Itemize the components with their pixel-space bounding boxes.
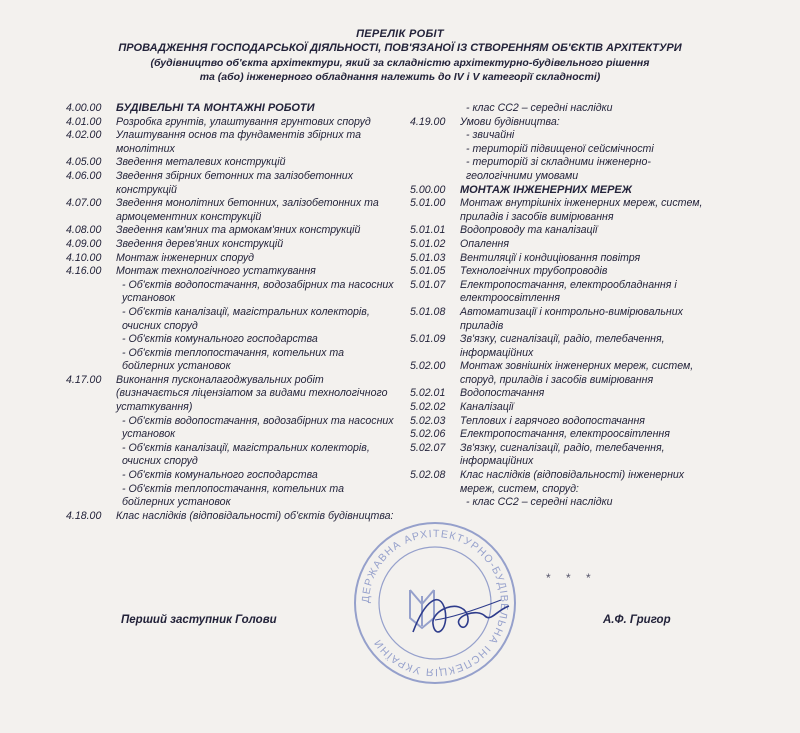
- list-item: [66, 252, 396, 266]
- item-code: 5.01.00: [410, 197, 446, 210]
- item-text: - Об'єктів водопостачання, водозабірних та насосних установок: [122, 278, 394, 305]
- item-code: 4.06.00: [66, 169, 102, 182]
- list-item: [66, 374, 396, 415]
- list-item: [66, 279, 396, 306]
- item-text: - Об'єктів комунального господарства: [122, 469, 318, 482]
- item-text: Водопроводу та каналізації: [460, 224, 598, 237]
- item-code: 5.02.01: [410, 387, 446, 400]
- item-code: 5.02.07: [410, 441, 446, 454]
- item-text: - звичайні: [466, 129, 515, 142]
- handwritten-signature: [405, 580, 515, 650]
- item-text: Зв'язку, сигналізації, радіо, телебачення, інформаційних: [460, 333, 665, 359]
- list-item: [410, 265, 710, 279]
- document-header: [0, 27, 800, 84]
- list-item: [66, 224, 396, 238]
- item-text: - клас СС2 – середні наслідки: [466, 102, 613, 114]
- item-code: 5.00.00: [410, 183, 446, 196]
- list-item: [66, 116, 396, 130]
- list-item: [66, 156, 396, 170]
- list-item: [410, 143, 710, 157]
- item-code: [410, 129, 460, 143]
- item-text: Технологічних трубопроводів: [460, 265, 608, 278]
- list-item: [410, 279, 710, 306]
- list-item: [410, 156, 710, 183]
- list-item: [410, 469, 710, 496]
- document-note-line-2: та (або) інженерного обладнання належить до IV і V категорії складності): [199, 71, 601, 83]
- list-item: [410, 401, 710, 415]
- item-text: Теплових і гарячого водопостачання: [460, 414, 645, 427]
- item-code: 4.16.00: [66, 265, 102, 278]
- item-code: 4.18.00: [66, 509, 102, 522]
- item-code: 5.02.02: [410, 401, 446, 414]
- item-code: 5.02.08: [410, 469, 446, 482]
- item-code: [66, 279, 116, 306]
- item-code: 5.02.06: [410, 428, 446, 441]
- list-item: [66, 469, 396, 483]
- list-item: [66, 483, 396, 510]
- list-item: [410, 306, 710, 333]
- item-code: [410, 156, 460, 183]
- list-item: [410, 333, 710, 360]
- item-text: Улаштування основ та фундаментів збірних та монолітних: [116, 129, 362, 155]
- item-code: 4.00.00: [66, 102, 102, 114]
- item-text: БУДІВЕЛЬНІ ТА МОНТАЖНІ РОБОТИ: [116, 102, 315, 114]
- list-item: [410, 428, 710, 442]
- list-item: [66, 170, 396, 197]
- item-code: [66, 469, 116, 483]
- list-item: [66, 333, 396, 347]
- item-code: 5.01.02: [410, 237, 446, 250]
- list-item: [66, 510, 396, 524]
- item-code: 4.05.00: [66, 156, 102, 169]
- list-item: [410, 360, 710, 387]
- item-code: 4.07.00: [66, 197, 102, 210]
- item-code: [66, 442, 116, 469]
- item-code: 5.01.03: [410, 251, 446, 264]
- item-text: - територій підвищеної сейсмічності: [466, 142, 654, 155]
- item-code: 4.01.00: [66, 115, 102, 128]
- list-item: [410, 442, 710, 469]
- document-title: ПЕРЕЛІК РОБІТ: [356, 28, 444, 40]
- item-code: 5.02.00: [410, 360, 446, 373]
- item-text: - Об'єктів теплопостачання, котельних та бойлерних установок: [122, 482, 344, 509]
- list-item: [410, 116, 710, 130]
- list-item: [66, 415, 396, 442]
- separator-stars: * * *: [546, 571, 597, 585]
- item-text: Монтаж технологічного устаткування: [116, 265, 316, 278]
- item-text: Зведення кам'яних та армокам'яних конструкцій: [116, 224, 361, 237]
- item-text: Автоматизації і контрольно-вимірювальних приладів: [460, 305, 683, 332]
- item-text: Зведення збірних бетонних та залізобетонних конструкцій: [116, 169, 353, 196]
- list-item: [410, 129, 710, 143]
- item-code: [66, 333, 116, 347]
- item-code: 5.01.01: [410, 224, 446, 237]
- list-item: [410, 197, 710, 224]
- item-code: 5.01.08: [410, 305, 446, 318]
- item-text: - Об'єктів каналізації, магістральних колекторів, очисних споруд: [122, 305, 370, 332]
- list-item: [66, 102, 396, 116]
- item-text: Умови будівництва:: [460, 115, 560, 128]
- list-item: [66, 347, 396, 374]
- item-code: 4.08.00: [66, 224, 102, 237]
- item-text: - клас СС2 – середні наслідки: [466, 496, 613, 509]
- list-item: [66, 197, 396, 224]
- list-item: [410, 238, 710, 252]
- item-code: 4.19.00: [410, 115, 446, 128]
- item-text: Електропостачання, електроосвітлення: [460, 428, 670, 441]
- list-item: [410, 252, 710, 266]
- item-text: Зведення дерев'яних конструкцій: [116, 237, 284, 250]
- item-text: Зведення монолітних бетонних, залізобетонних та армоцементних конструкцій: [116, 197, 379, 223]
- item-text: - Об'єктів водопостачання, водозабірних та насосних установок: [122, 414, 394, 441]
- item-text: Зведення металевих конструкцій: [116, 156, 286, 169]
- list-item: [66, 265, 396, 279]
- item-text: Розробка грунтів, улаштування грунтових споруд: [116, 115, 371, 128]
- item-code: 5.01.09: [410, 333, 446, 346]
- item-text: Монтаж інженерних споруд: [116, 251, 255, 264]
- list-item: [66, 306, 396, 333]
- right-column: [410, 102, 710, 510]
- item-text: - Об'єктів теплопостачання, котельних та бойлерних установок: [122, 346, 344, 373]
- list-item: [410, 415, 710, 429]
- list-item: [410, 224, 710, 238]
- item-text: - Об'єктів каналізації, магістральних колекторів, очисних споруд: [122, 441, 370, 468]
- item-code: [410, 102, 460, 116]
- item-text: Виконання пусконалагоджувальних робіт (визначається ліцензіатом за видами технологічного устаткування): [116, 373, 388, 414]
- item-code: [66, 483, 116, 510]
- item-code: [410, 496, 460, 510]
- item-text: МОНТАЖ ІНЖЕНЕРНИХ МЕРЕЖ: [460, 183, 632, 196]
- item-code: [410, 143, 460, 157]
- signatory-name: А.Ф. Григор: [603, 614, 671, 626]
- item-text: Водопостачання: [460, 387, 545, 400]
- list-item: [66, 442, 396, 469]
- stamp-ring-text: ДЕРЖАВНА АРХІТЕКТУРНО-БУДІВЕЛЬНА ІНСПЕКЦІЯ УКРАЇНИ: [359, 527, 511, 679]
- item-code: 5.02.03: [410, 414, 446, 427]
- item-text: Електропостачання, електрообладнання і електроосвітлення: [460, 278, 677, 305]
- item-text: Зв'язку, сигналізації, радіо, телебачення, інформаційних: [460, 441, 665, 468]
- item-code: 4.02.00: [66, 129, 102, 142]
- item-text: Монтаж внутрішніх інженерних мереж, систем, приладів і засобів вимірювання: [460, 197, 703, 223]
- item-text: Опалення: [460, 237, 510, 250]
- item-text: Вентиляції і кондиціювання повітря: [460, 251, 641, 264]
- item-text: Клас наслідків (відповідальності) інженерних мереж, систем, споруд:: [460, 469, 685, 495]
- left-column: [66, 102, 396, 523]
- list-item: [66, 238, 396, 252]
- item-text: Каналізації: [460, 401, 514, 414]
- list-item: [410, 102, 710, 116]
- item-text: Монтаж зовнішніх інженерних мереж, систем, споруд, приладів і засобів вимірювання: [460, 360, 694, 386]
- item-text: Клас наслідків (відповідальності) об'єктів будівництва:: [116, 509, 394, 522]
- item-code: [66, 347, 116, 374]
- item-text: - Об'єктів комунального господарства: [122, 333, 318, 346]
- item-code: 4.09.00: [66, 237, 102, 250]
- list-item: [66, 129, 396, 156]
- list-item: [410, 184, 710, 198]
- list-item: [410, 496, 710, 510]
- item-code: [66, 415, 116, 442]
- signatory-position: Перший заступник Голови: [121, 614, 277, 626]
- item-code: [66, 306, 116, 333]
- document-note-line-1: (будівництво об'єкта архітектури, який за складністю архітектурно-будівельного рішення: [150, 57, 650, 69]
- item-code: 5.01.07: [410, 278, 446, 291]
- item-code: 5.01.05: [410, 265, 446, 278]
- item-code: 4.17.00: [66, 373, 102, 386]
- list-item: [410, 387, 710, 401]
- document-subtitle: ПРОВАДЖЕННЯ ГОСПОДАРСЬКОЇ ДІЯЛЬНОСТІ, ПОВ'ЯЗАНОЇ ІЗ СТВОРЕННЯМ ОБ'ЄКТІВ АРХІТЕКТУРИ: [118, 42, 682, 54]
- item-text: - територій зі складними інженерно-геологічними умовами: [466, 156, 651, 182]
- item-code: 4.10.00: [66, 251, 102, 264]
